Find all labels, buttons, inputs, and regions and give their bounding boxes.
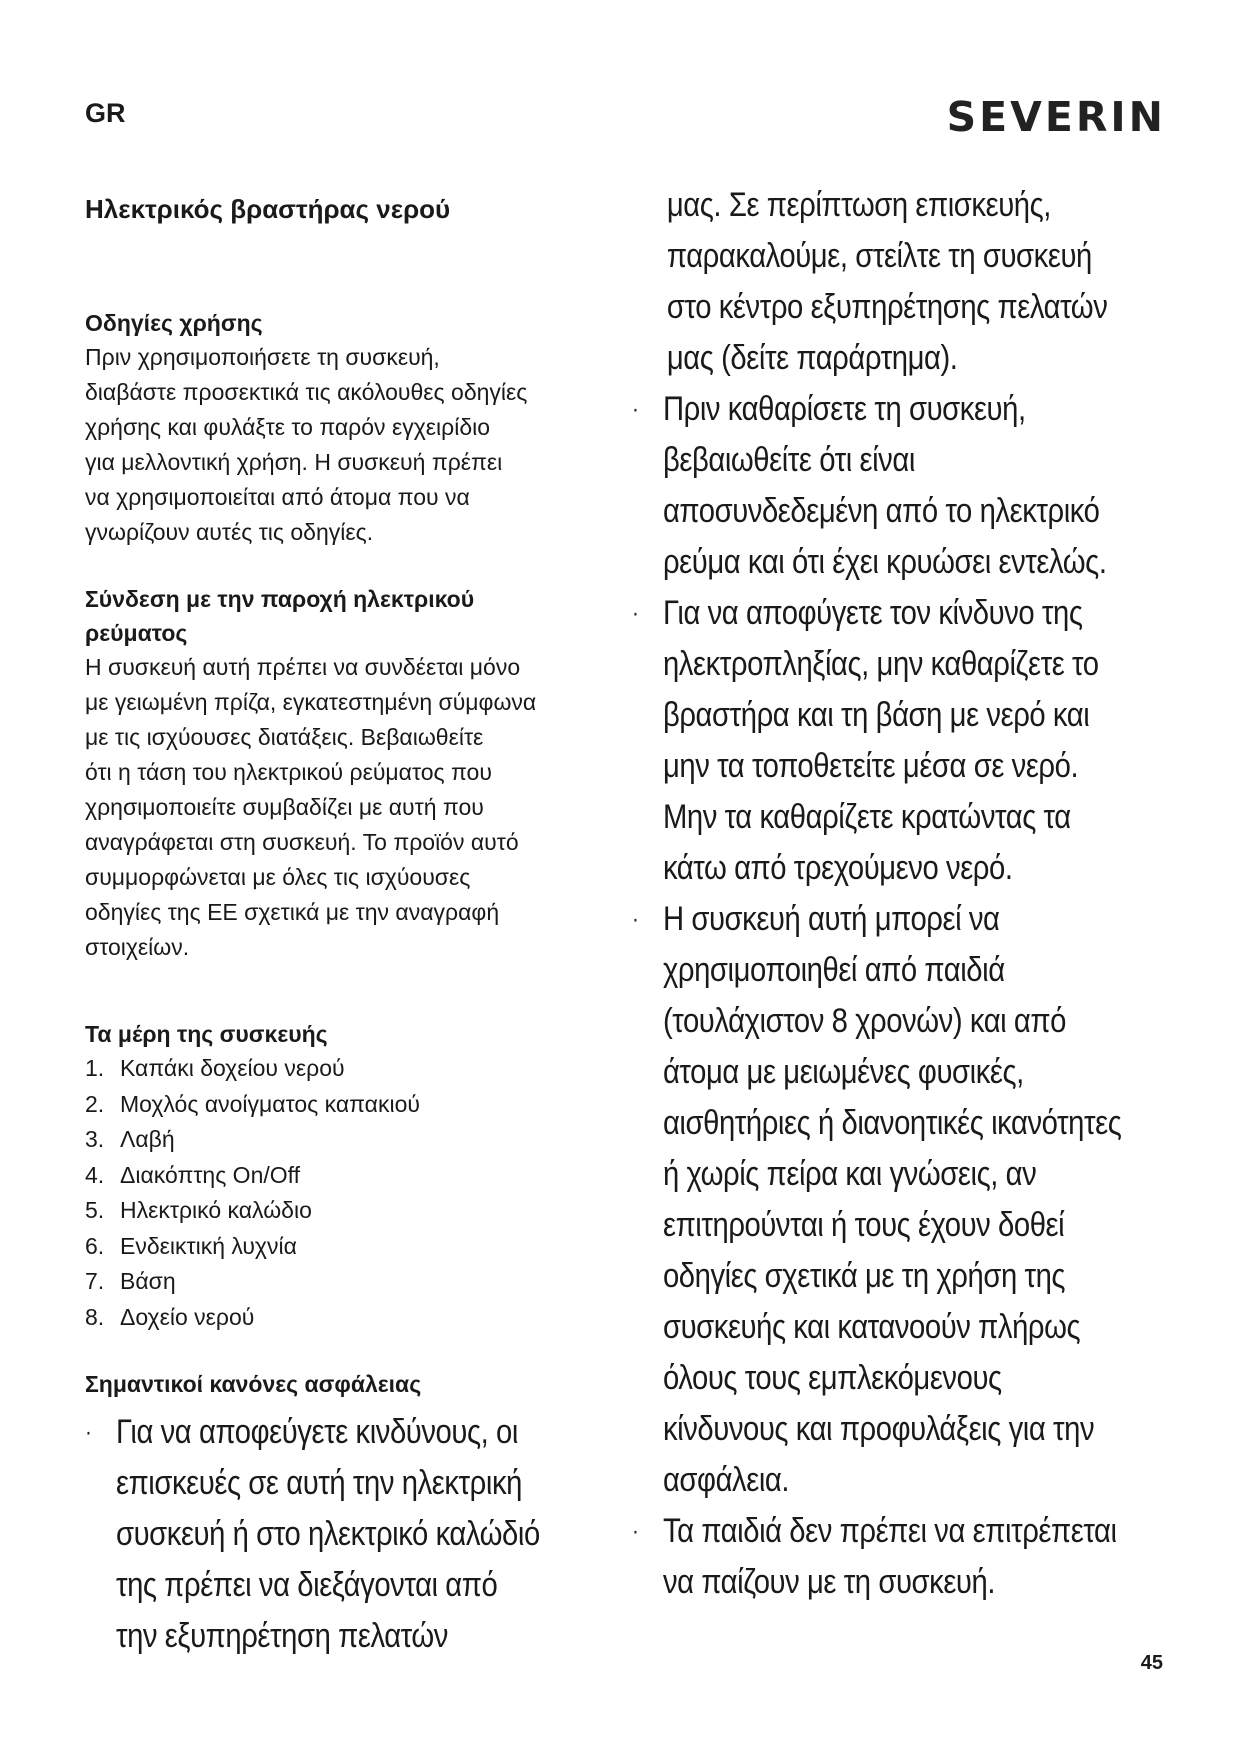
language-code: GR: [85, 98, 126, 128]
list-number: 1.: [85, 1055, 105, 1081]
text-line: Μην τα καθαρίζετε κρατώντας τα: [662, 798, 1071, 836]
connection-text: [85, 650, 605, 965]
text-line: όλους τους εμπλεκόμενους: [662, 1359, 1002, 1397]
text-line: ηλεκτροπληξίας, μην καθαρίζετε το: [662, 645, 1099, 683]
text-line: βεβαιωθείτε ότι είναι: [662, 441, 915, 479]
text-line: ότι η τάση του ηλεκτρικού ρεύματος που: [85, 759, 492, 785]
text-line: χρησιμοποιείτε συμβαδίζει με αυτή που: [85, 794, 484, 820]
list-label: Μοχλός ανοίγματος καπακιού: [120, 1090, 420, 1117]
bullet-marker: ·: [632, 906, 639, 933]
parts-section: [85, 1017, 605, 1335]
text-line: παρακαλούμε, στείλτε τη συσκευή: [666, 237, 1092, 275]
safety-heading: Σημαντικοί κανόνες ασφάλειας: [85, 1371, 422, 1397]
text-line: αποσυνδεδεμένη από το ηλεκτρικό: [662, 492, 1100, 530]
heading-line: Σύνδεση με την παροχή ηλεκτρικού: [85, 586, 475, 612]
text-line: με γειωμένη πρίζα, εγκατεστημένη σύμφωνα: [85, 689, 537, 715]
text-line: βραστήρα και τη βάση με νερό και: [662, 696, 1090, 734]
text-line: αναγράφεται στη συσκευή. Το προϊόν αυτό: [85, 829, 519, 855]
text-line: συσκευή ή στο ηλεκτρικό καλώδιό: [115, 1515, 540, 1553]
list-label: Διακόπτης On/Off: [120, 1161, 301, 1188]
text-line: Πριν καθαρίσετε τη συσκευή,: [662, 390, 1026, 428]
text-line: Η συσκευή αυτή πρέπει να συνδέεται μόνο: [85, 654, 521, 680]
text-line: στο κέντρο εξυπηρέτησης πελατών: [666, 288, 1108, 326]
list-label: Βάση: [120, 1268, 176, 1294]
usage-section: [85, 306, 605, 550]
safety-bullet: [632, 588, 1179, 894]
page-number: 45: [1140, 1652, 1163, 1674]
text-line: κάτω από τρεχούμενο νερό.: [662, 849, 1013, 887]
text-line: επιτηρούνται ή τους έχουν δοθεί: [662, 1206, 1065, 1244]
left-column: [85, 192, 605, 1662]
list-number: 4.: [85, 1161, 105, 1188]
safety-bullet: [85, 1407, 632, 1662]
list-label: Λαβή: [120, 1126, 175, 1152]
text-line: την εξυπηρέτηση πελατών: [115, 1617, 448, 1655]
text-line: Η συσκευή αυτή μπορεί να: [662, 900, 1000, 938]
safety-bullet: [632, 894, 1179, 1506]
list-item: [85, 1229, 605, 1265]
text-line: οδηγίες σχετικά με τη χρήση της: [662, 1257, 1066, 1295]
text-line: συμμορφώνεται με όλες τις ισχύουσες: [85, 864, 471, 890]
list-number: 2.: [85, 1090, 105, 1117]
text-line: μην τα τοποθετείτε μέσα σε νερό.: [662, 747, 1079, 785]
usage-text: [85, 340, 605, 550]
text-line: της πρέπει να διεξάγονται από: [115, 1566, 498, 1604]
text-line: μας (δείτε παράρτημα).: [666, 339, 958, 377]
list-item: [85, 1193, 605, 1229]
bullet-marker: ·: [632, 1518, 639, 1545]
text-line: οδηγίες της ΕΕ σχετικά με την αναγραφή: [85, 899, 500, 925]
usage-heading: Οδηγίες χρήσης: [85, 310, 263, 336]
bullet-marker: ·: [85, 1419, 92, 1446]
text-line: ή χωρίς πείρα και γνώσεις, αν: [662, 1155, 1037, 1193]
text-line: Τα παιδιά δεν πρέπει να επιτρέπεται: [662, 1512, 1117, 1550]
heading-line: ρεύματος: [85, 620, 188, 646]
text-line: Για να αποφεύγετε κινδύνους, οι: [115, 1413, 518, 1451]
list-number: 7.: [85, 1268, 105, 1294]
bullet-marker: ·: [632, 396, 639, 423]
list-number: 8.: [85, 1303, 105, 1330]
text-line: αισθητήριες ή διανοητικές ικανότητες: [662, 1104, 1122, 1142]
text-line: συσκευής και κατανοούν πλήρως: [662, 1308, 1081, 1346]
list-label: Ηλεκτρικό καλώδιο: [120, 1197, 312, 1223]
list-item: [85, 1300, 605, 1336]
safety-bullet: [632, 1506, 1179, 1608]
list-number: 5.: [85, 1197, 105, 1223]
list-number: 3.: [85, 1126, 105, 1152]
text-line: χρησιμοποιηθεί από παιδιά: [662, 951, 1005, 989]
text-line: διαβάστε προσεκτικά τις ακόλουθες οδηγίες: [85, 379, 528, 405]
connection-heading: [85, 582, 605, 650]
brand-logo: SEVERIN: [946, 93, 1166, 141]
text-line: Πριν χρησιμοποιήσετε τη συσκευή,: [85, 344, 440, 370]
text-line: στοιχείων.: [85, 934, 190, 960]
list-number: 6.: [85, 1232, 105, 1259]
text-line: να χρησιμοποιείται από άτομα που να: [85, 484, 470, 510]
list-item: [85, 1051, 605, 1087]
text-line: με τις ισχύουσες διατάξεις. Βεβαιωθείτε: [85, 724, 484, 750]
text-line: μας. Σε περίπτωση επισκευής,: [666, 186, 1051, 224]
list-item: [85, 1087, 605, 1123]
list-label: Ενδεικτική λυχνία: [120, 1232, 297, 1259]
connection-section: [85, 582, 605, 965]
text-line: άτομα με μειωμένες φυσικές,: [662, 1053, 1024, 1091]
text-line: (τουλάχιστον 8 χρονών) και από: [662, 1002, 1066, 1040]
parts-list: [85, 1051, 605, 1335]
text-line: χρήσης και φυλάξτε το παρόν εγχειρίδιο: [85, 414, 491, 440]
text-line: κίνδυνους και προφυλάξεις για την: [662, 1410, 1095, 1448]
text-line: γνωρίζουν αυτές τις οδηγίες.: [85, 519, 374, 545]
list-item: [85, 1122, 605, 1158]
list-item: [85, 1158, 605, 1194]
parts-heading: Τα μέρη της συσκευής: [85, 1021, 328, 1047]
text-line: Για να αποφύγετε τον κίνδυνο της: [662, 594, 1083, 632]
text-line: ασφάλεια.: [662, 1461, 790, 1499]
safety-section: [85, 1367, 605, 1662]
list-label: Δοχείο νερού: [120, 1303, 255, 1330]
page-title: Ηλεκτρικός βραστήρας νερού: [85, 194, 451, 224]
text-line: ρεύμα και ότι έχει κρυώσει εντελώς.: [662, 543, 1107, 581]
list-item: [85, 1264, 605, 1300]
safety-bullet: [632, 384, 1179, 588]
bullet-marker: ·: [632, 600, 639, 627]
text-line: για μελλοντική χρήση. Η συσκευή πρέπει: [85, 449, 503, 475]
text-line: να παίζουν με τη συσκευή.: [662, 1563, 996, 1601]
list-label: Καπάκι δοχείου νερού: [120, 1055, 345, 1081]
right-column: [632, 186, 1180, 1608]
safety-continuation: [660, 180, 1183, 384]
text-line: επισκευές σε αυτή την ηλεκτρική: [115, 1464, 522, 1502]
